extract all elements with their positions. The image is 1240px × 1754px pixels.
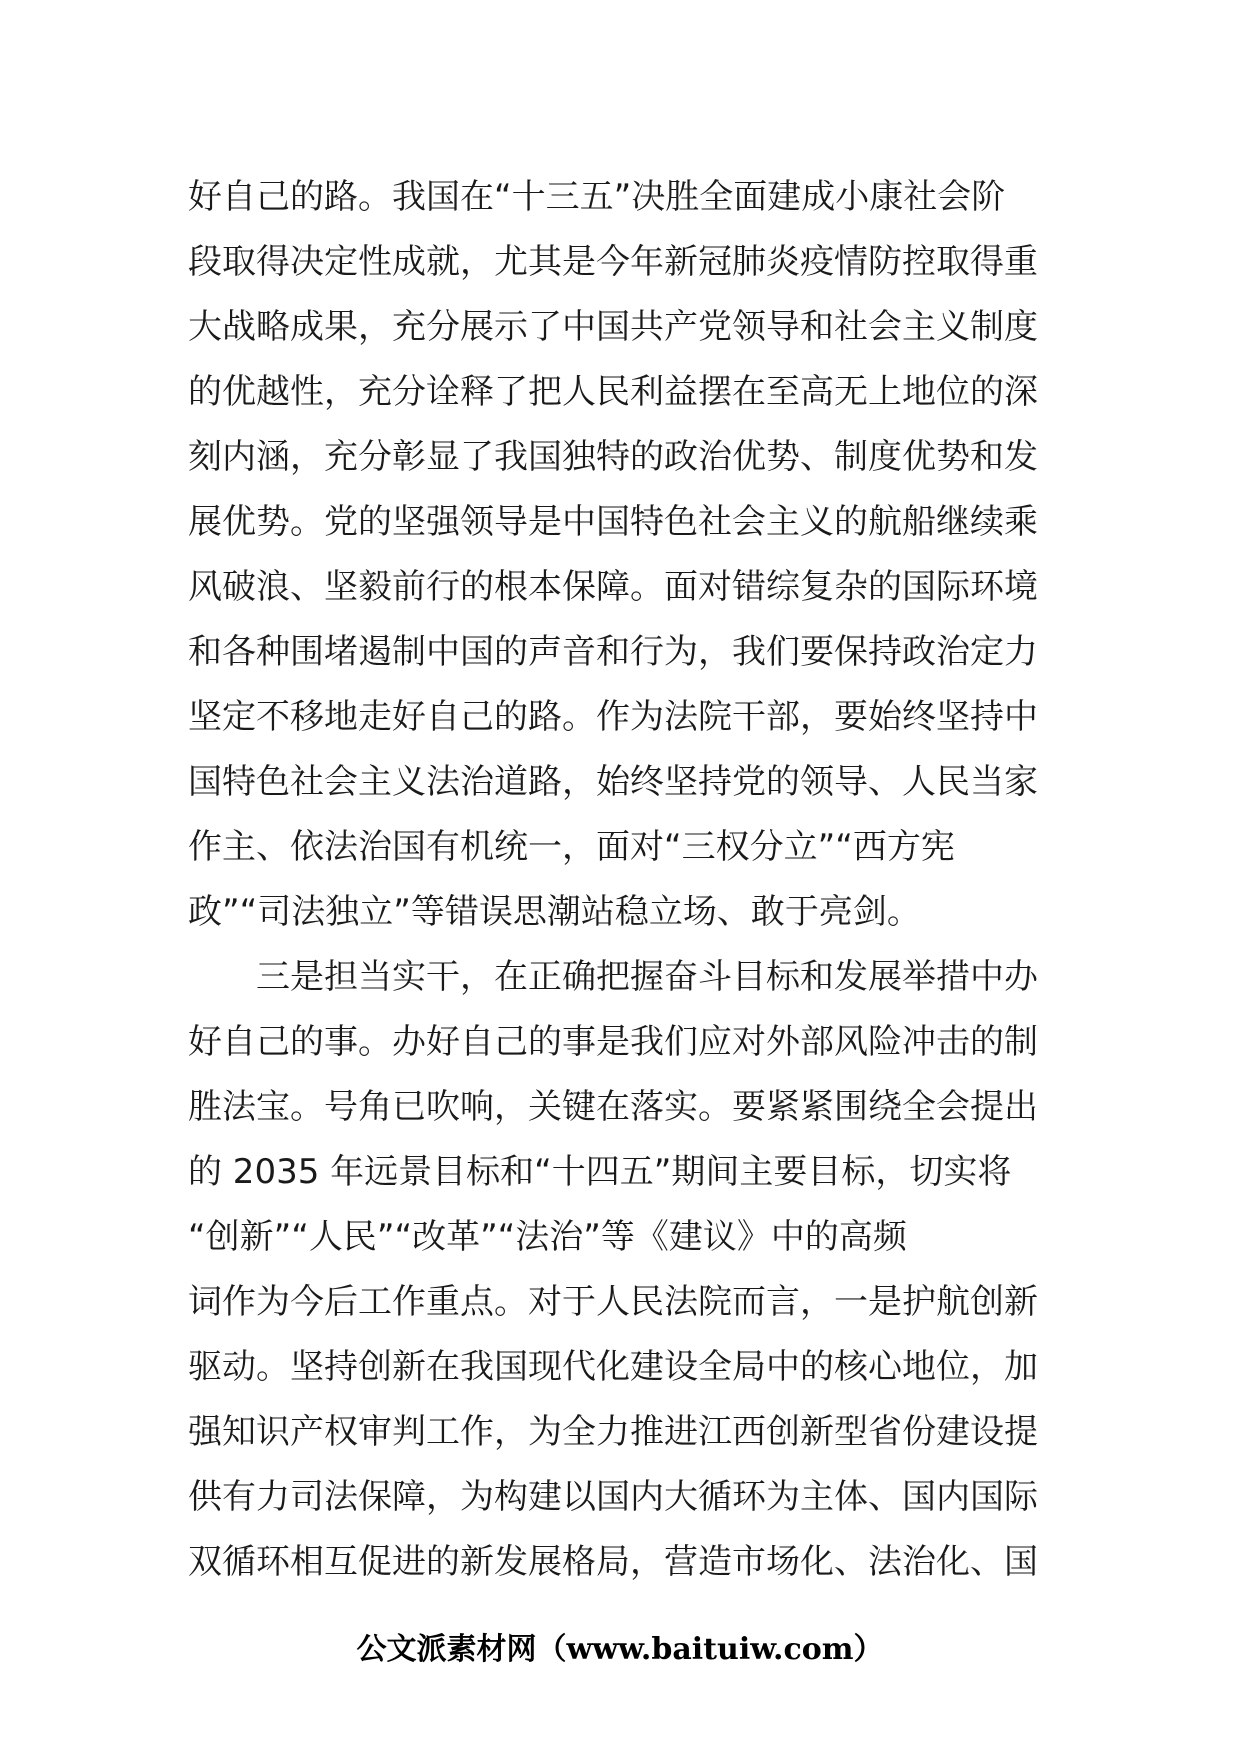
- text-line: 刻内涵，充分彰显了我国独特的政治优势、制度优势和发: [188, 437, 1038, 477]
- text-line: 好自己的路。我国在“十三五”决胜全面建成小康社会阶: [188, 177, 1006, 217]
- text-line: 双循环相互促进的新发展格局，营造市场化、法治化、国: [188, 1542, 1038, 1582]
- text-line: 政”“司法独立”等错误思潮站稳立场、敢于亮剑。: [188, 892, 921, 932]
- text-line: 的优越性，充分诠释了把人民利益摆在至高无上地位的深: [188, 372, 1038, 412]
- text-line: 作主、依法治国有机统一，面对“三权分立”“西方宪: [188, 827, 955, 867]
- text-line: 驱动。坚持创新在我国现代化建设全局中的核心地位，加: [188, 1347, 1038, 1387]
- text-line: 国特色社会主义法治道路，始终坚持党的领导、人民当家: [188, 762, 1038, 802]
- text-line: 展优势。党的坚强领导是中国特色社会主义的航船继续乘: [188, 502, 1038, 542]
- text-line: 和各种围堵遏制中国的声音和行为，我们要保持政治定力: [188, 632, 1038, 672]
- text-line: 坚定不移地走好自己的路。作为法院干部，要始终坚持中: [188, 697, 1038, 737]
- text-line: 风破浪、坚毅前行的根本保障。面对错综复杂的国际环境: [188, 567, 1038, 607]
- text-line: 强知识产权审判工作，为全力推进江西创新型省份建设提: [188, 1412, 1038, 1452]
- text-line: 大战略成果，充分展示了中国共产党领导和社会主义制度: [188, 307, 1038, 347]
- text-line: 三是担当实干，在正确把握奋斗目标和发展举措中办: [188, 957, 1038, 997]
- text-line: 胜法宝。号角已吹响，关键在落实。要紧紧围绕全会提出: [188, 1087, 1038, 1127]
- text-line: 的 2035 年远景目标和“十四五”期间主要目标，切实将: [188, 1152, 1012, 1192]
- text-line: 好自己的事。办好自己的事是我们应对外部风险冲击的制: [188, 1022, 1038, 1062]
- text-line: “创新”“人民”“改革”“法治”等《建议》中的高频: [188, 1217, 907, 1257]
- text-line: 词作为今后工作重点。对于人民法院而言，一是护航创新: [188, 1282, 1038, 1322]
- text-line: 供有力司法保障，为构建以国内大循环为主体、国内国际: [188, 1477, 1038, 1517]
- body-text: [188, 165, 1058, 1595]
- footer-watermark: 公文派素材网（www.baituiw.com）: [356, 1632, 884, 1667]
- text-line: 段取得决定性成就，尤其是今年新冠肺炎疫情防控取得重: [188, 242, 1038, 282]
